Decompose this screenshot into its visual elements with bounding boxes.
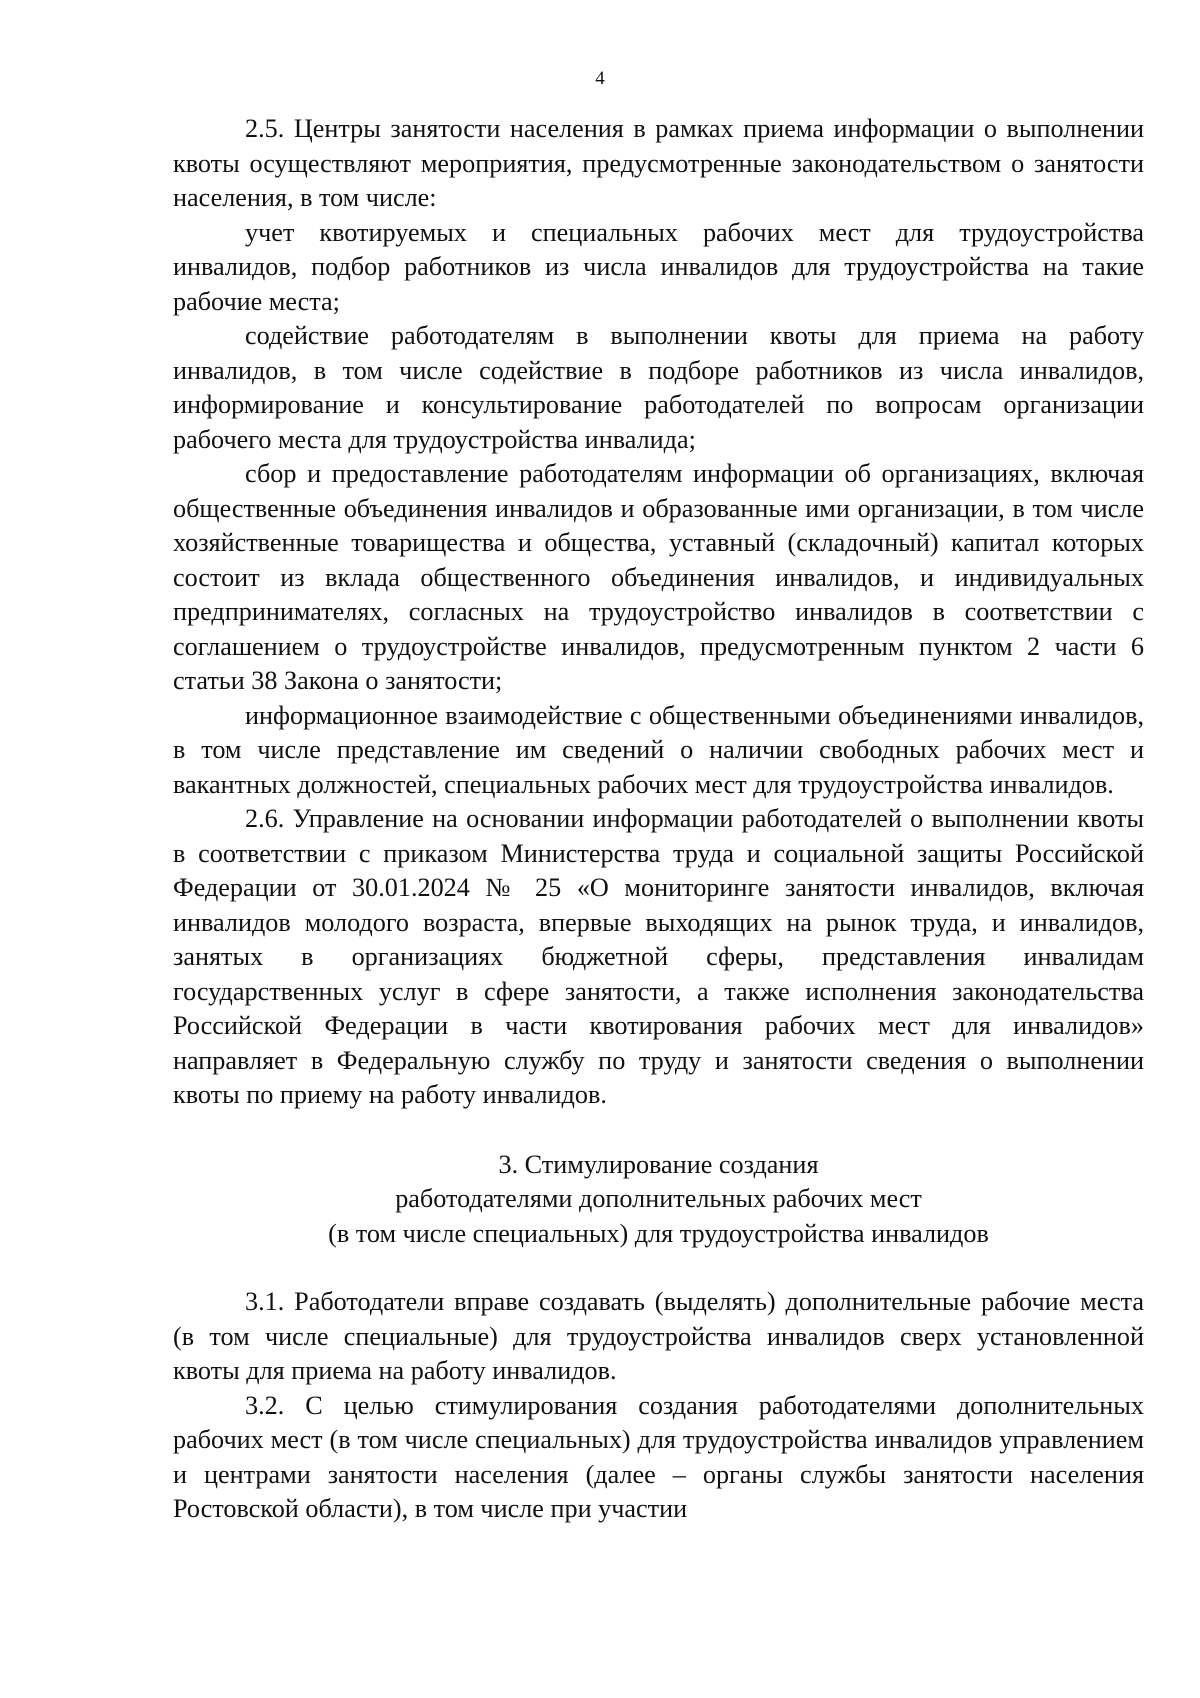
section-heading-line-3: (в том числе специальных) для трудоустройства инвалидов — [328, 1218, 989, 1248]
document-body — [173, 112, 1144, 1527]
paragraph-organizations-info: сбор и предоставление работодателям информации об организациях, включая общественные объединения инвалидов и образованные ими организации, в том числе хозяйственные товарищества и общества, уставный (складочный) капитал которых состоит из вклада общественного объединения инвалидов, и индивидуальных предпринимателях, согласных на трудоустройство инвалидов в соответствии с соглашением о трудоустройстве инвалидов, предусмотренным пунктом 2 части 6 статьи 38 Закона о занятости; — [173, 459, 1144, 695]
paragraph-2-5: 2.5. Центры занятости населения в рамках приема информации о выполнении квоты осуществляют мероприятия, предусмотренные законодательством о занятости населения, в том числе: — [173, 114, 1144, 212]
paragraph-2-6: 2.6. Управление на основании информации работодателей о выполнении квоты в соответствии с приказом Министерства труда и социальной защиты Российской Федерации от 30.01.2024 № 25 «О мониторинге занятости инвалидов, включая инвалидов молодого возраста, впервые выходящих на рынок труда, и инвалидов, занятых в организациях бюджетной сферы, представления инвалидам государственных услуг в сфере занятости, а также исполнения законодательства Российской Федерации в части квотирования рабочих мест для инвалидов» направляет в Федеральную службу по труду и занятости сведения о выполнении квоты по приему на работу инвалидов. — [173, 804, 1144, 1109]
paragraph-accounting-quota-places: учет квотируемых и специальных рабочих мест для трудоустройства инвалидов, подбор работников из числа инвалидов для трудоустройства на такие рабочие места; — [173, 217, 1144, 316]
paragraph-information-interaction: информационное взаимодействие с общественными объединениями инвалидов, в том числе представление им сведений о наличии свободных рабочих мест и вакантных должностей, специальных рабочих мест для трудоустройства инвалидов. — [173, 700, 1144, 799]
section-heading-line-1: 3. Стимулирование создания — [498, 1149, 819, 1179]
paragraph-employer-assistance: содействие работодателям в выполнении квоты для приема на работу инвалидов, в том числе содействие в подборе работников из числа инвалидов, информирование и консультирование работодателей по вопросам организации рабочего места для трудоустройства инвалида; — [173, 321, 1144, 454]
paragraph-3-1: 3.1. Работодатели вправе создавать (выделять) дополнительные рабочие места (в том числе специальные) для трудоустройства инвалидов сверх установленной квоты для приема на работу инвалидов. — [173, 1287, 1144, 1385]
page-number: 4 — [595, 68, 605, 89]
paragraph-3-2: 3.2. С целью стимулирования создания работодателями дополнительных рабочих мест (в том числе специальных) для трудоустройства инвалидов управлением и центрами занятости населения (далее – органы службы занятости населения Ростовской области), в том числе при участии — [173, 1390, 1144, 1523]
section-heading-line-2: работодателями дополнительных рабочих мест — [395, 1184, 922, 1213]
section-3-heading — [173, 1148, 1144, 1252]
